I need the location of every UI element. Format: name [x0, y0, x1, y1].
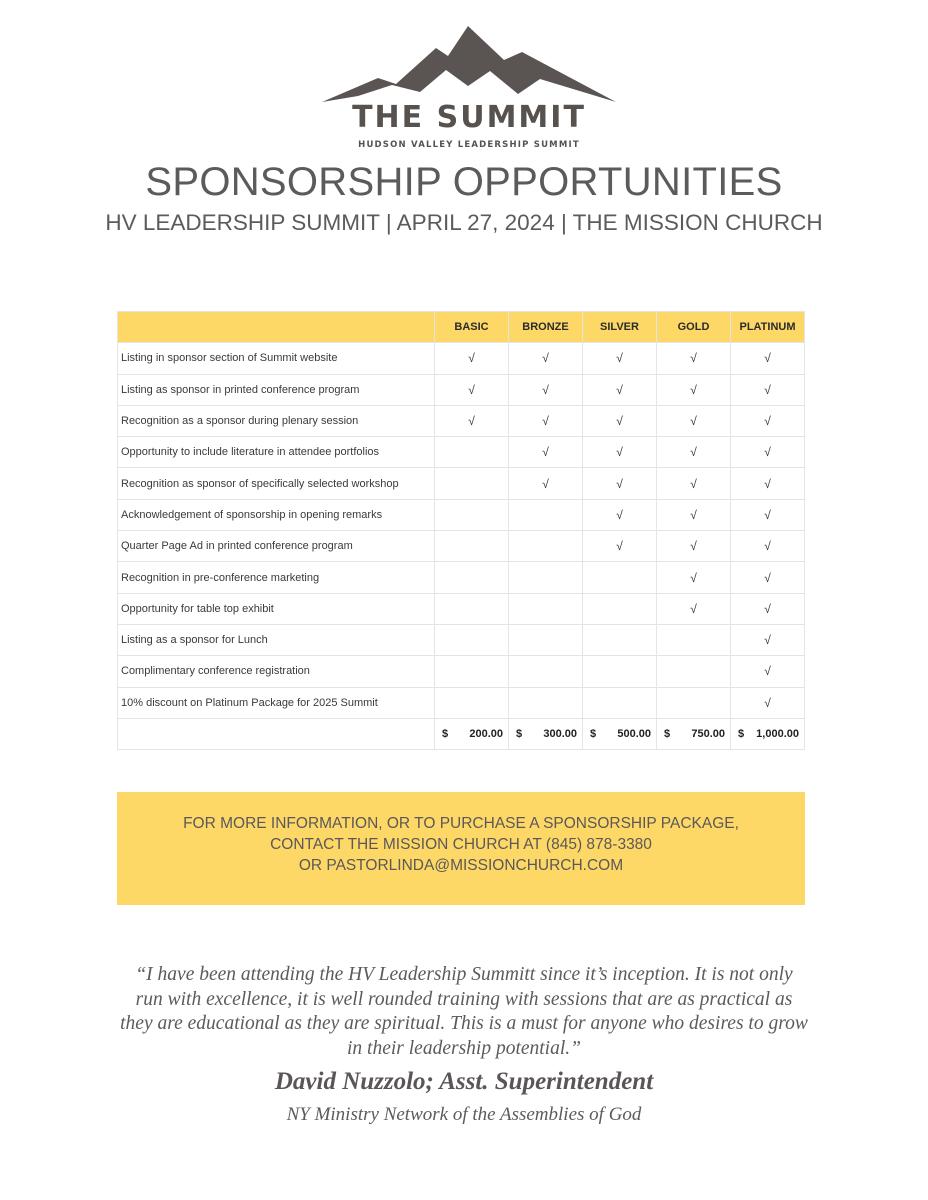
check-icon: √	[542, 414, 549, 429]
cell-gold	[657, 562, 731, 593]
check-icon: √	[616, 382, 623, 397]
cell-basic	[435, 593, 509, 624]
currency-symbol: $	[442, 728, 449, 740]
check-icon: √	[468, 414, 475, 429]
table-row	[118, 593, 805, 624]
table-body	[118, 343, 805, 719]
feature-label: Recognition as sponsor of specifically selected workshop	[118, 468, 435, 499]
price-platinum	[731, 718, 805, 749]
table-row	[118, 531, 805, 562]
cell-bronze	[509, 343, 583, 374]
cell-bronze	[509, 374, 583, 405]
header-bronze: BRONZE	[509, 312, 583, 343]
feature-label: Recognition as a sponsor during plenary session	[118, 405, 435, 436]
table-row	[118, 405, 805, 436]
header-silver: SILVER	[583, 312, 657, 343]
check-icon: √	[616, 476, 623, 491]
contact-line-1: FOR MORE INFORMATION, OR TO PURCHASE A SPONSORSHIP PACKAGE,	[183, 815, 739, 832]
cell-bronze	[509, 405, 583, 436]
check-icon: √	[690, 601, 697, 616]
cell-silver	[583, 468, 657, 499]
cell-basic	[435, 624, 509, 655]
cell-platinum	[731, 624, 805, 655]
testimonial-author: David Nuzzolo; Asst. Superintendent	[274, 1068, 654, 1095]
header-gold: GOLD	[657, 312, 731, 343]
check-icon: √	[542, 476, 549, 491]
check-icon: √	[616, 414, 623, 429]
check-icon: √	[690, 570, 697, 585]
currency-symbol: $	[516, 728, 523, 740]
check-icon: √	[690, 476, 697, 491]
contact-info-box	[117, 792, 805, 905]
check-icon: √	[690, 539, 697, 554]
cell-basic	[435, 437, 509, 468]
cell-gold	[657, 656, 731, 687]
cell-basic	[435, 562, 509, 593]
summit-logo	[318, 22, 620, 150]
cell-silver	[583, 531, 657, 562]
cell-gold	[657, 687, 731, 718]
cell-silver	[583, 343, 657, 374]
table-row	[118, 499, 805, 530]
cell-silver	[583, 687, 657, 718]
table-row	[118, 374, 805, 405]
cell-platinum	[731, 374, 805, 405]
check-icon: √	[616, 445, 623, 460]
cell-platinum	[731, 531, 805, 562]
cell-silver	[583, 405, 657, 436]
cell-platinum	[731, 405, 805, 436]
cell-bronze	[509, 499, 583, 530]
check-icon: √	[764, 382, 771, 397]
check-icon: √	[616, 507, 623, 522]
cell-basic	[435, 374, 509, 405]
cell-basic	[435, 343, 509, 374]
table-row	[118, 624, 805, 655]
feature-label: 10% discount on Platinum Package for 2025 Summit	[118, 687, 435, 718]
price-value: 200.00	[469, 728, 503, 740]
price-bronze	[509, 718, 583, 749]
logo-title: THE SUMMIT	[352, 100, 586, 135]
testimonial-quote: “I have been attending the HV Leadership Summitt since it’s inception. It is not only run with excellence, it is well rounded training with sessions that are as practical as they are educational as they are spiritual. This is a must for anyone who desires to grow in their leadership potential.”	[120, 964, 808, 1059]
contact-line-3: OR PASTORLINDA@MISSIONCHURCH.COM	[298, 857, 624, 874]
table-row	[118, 687, 805, 718]
check-icon: √	[764, 633, 771, 648]
price-row	[118, 718, 805, 749]
header-basic: BASIC	[435, 312, 509, 343]
cell-platinum	[731, 562, 805, 593]
cell-bronze	[509, 468, 583, 499]
feature-label: Recognition in pre-conference marketing	[118, 562, 435, 593]
check-icon: √	[690, 382, 697, 397]
price-silver	[583, 718, 657, 749]
check-icon: √	[690, 445, 697, 460]
feature-label: Opportunity to include literature in attendee portfolios	[118, 437, 435, 468]
cell-silver	[583, 656, 657, 687]
feature-label: Listing as a sponsor for Lunch	[118, 624, 435, 655]
table-row	[118, 468, 805, 499]
contact-line-2: CONTACT THE MISSION CHURCH AT (845) 878-3380	[270, 836, 652, 853]
feature-label: Opportunity for table top exhibit	[118, 593, 435, 624]
check-icon: √	[690, 414, 697, 429]
check-icon: √	[616, 539, 623, 554]
price-value: 1,000.00	[756, 728, 799, 740]
cell-platinum	[731, 687, 805, 718]
price-label-cell	[118, 718, 435, 749]
table-header-row	[118, 312, 805, 343]
cell-silver	[583, 374, 657, 405]
check-icon: √	[764, 476, 771, 491]
price-gold	[657, 718, 731, 749]
check-icon: √	[468, 382, 475, 397]
cell-basic	[435, 468, 509, 499]
price-basic	[435, 718, 509, 749]
cell-gold	[657, 624, 731, 655]
cell-gold	[657, 374, 731, 405]
cell-silver	[583, 624, 657, 655]
cell-gold	[657, 405, 731, 436]
sponsorship-table	[117, 311, 805, 750]
currency-symbol: $	[664, 728, 671, 740]
check-icon: √	[764, 664, 771, 679]
check-icon: √	[764, 539, 771, 554]
table-row	[118, 656, 805, 687]
cell-bronze	[509, 437, 583, 468]
cell-platinum	[731, 437, 805, 468]
check-icon: √	[542, 351, 549, 366]
price-value: 750.00	[691, 728, 725, 740]
check-icon: √	[690, 507, 697, 522]
cell-silver	[583, 593, 657, 624]
currency-symbol: $	[738, 728, 745, 740]
cell-platinum	[731, 468, 805, 499]
cell-gold	[657, 499, 731, 530]
check-icon: √	[542, 382, 549, 397]
cell-gold	[657, 343, 731, 374]
cell-basic	[435, 656, 509, 687]
cell-platinum	[731, 499, 805, 530]
check-icon: √	[468, 351, 475, 366]
cell-basic	[435, 531, 509, 562]
check-icon: √	[764, 570, 771, 585]
feature-label: Listing in sponsor section of Summit website	[118, 343, 435, 374]
check-icon: √	[764, 507, 771, 522]
check-icon: √	[764, 695, 771, 710]
table-row	[118, 343, 805, 374]
feature-label: Complimentary conference registration	[118, 656, 435, 687]
price-value: 500.00	[617, 728, 651, 740]
page-subtitle: HV LEADERSHIP SUMMIT | APRIL 27, 2024 | THE MISSION CHURCH	[105, 210, 823, 235]
check-icon: √	[764, 445, 771, 460]
cell-silver	[583, 499, 657, 530]
check-icon: √	[764, 601, 771, 616]
cell-platinum	[731, 593, 805, 624]
header-feature-cell	[118, 312, 435, 343]
cell-gold	[657, 437, 731, 468]
table-row	[118, 562, 805, 593]
check-icon: √	[690, 351, 697, 366]
cell-basic	[435, 687, 509, 718]
feature-label: Quarter Page Ad in printed conference program	[118, 531, 435, 562]
header-platinum: PLATINUM	[731, 312, 805, 343]
cell-silver	[583, 562, 657, 593]
cell-bronze	[509, 562, 583, 593]
table-row	[118, 437, 805, 468]
currency-symbol: $	[590, 728, 597, 740]
cell-gold	[657, 593, 731, 624]
page-title: SPONSORSHIP OPPORTUNITIES	[145, 160, 783, 204]
cell-gold	[657, 468, 731, 499]
cell-bronze	[509, 531, 583, 562]
cell-bronze	[509, 687, 583, 718]
cell-basic	[435, 405, 509, 436]
cell-basic	[435, 499, 509, 530]
price-value: 300.00	[543, 728, 577, 740]
check-icon: √	[764, 414, 771, 429]
mountain-icon	[318, 22, 620, 112]
cell-platinum	[731, 343, 805, 374]
cell-bronze	[509, 593, 583, 624]
feature-label: Listing as sponsor in printed conference program	[118, 374, 435, 405]
cell-bronze	[509, 656, 583, 687]
cell-silver	[583, 437, 657, 468]
feature-label: Acknowledgement of sponsorship in opening remarks	[118, 499, 435, 530]
cell-gold	[657, 531, 731, 562]
cell-bronze	[509, 624, 583, 655]
check-icon: √	[616, 351, 623, 366]
check-icon: √	[764, 351, 771, 366]
cell-platinum	[731, 656, 805, 687]
logo-subtitle: HUDSON VALLEY LEADERSHIP SUMMIT	[358, 140, 580, 150]
testimonial-organization: NY Ministry Network of the Assemblies of God	[286, 1104, 642, 1125]
check-icon: √	[542, 445, 549, 460]
